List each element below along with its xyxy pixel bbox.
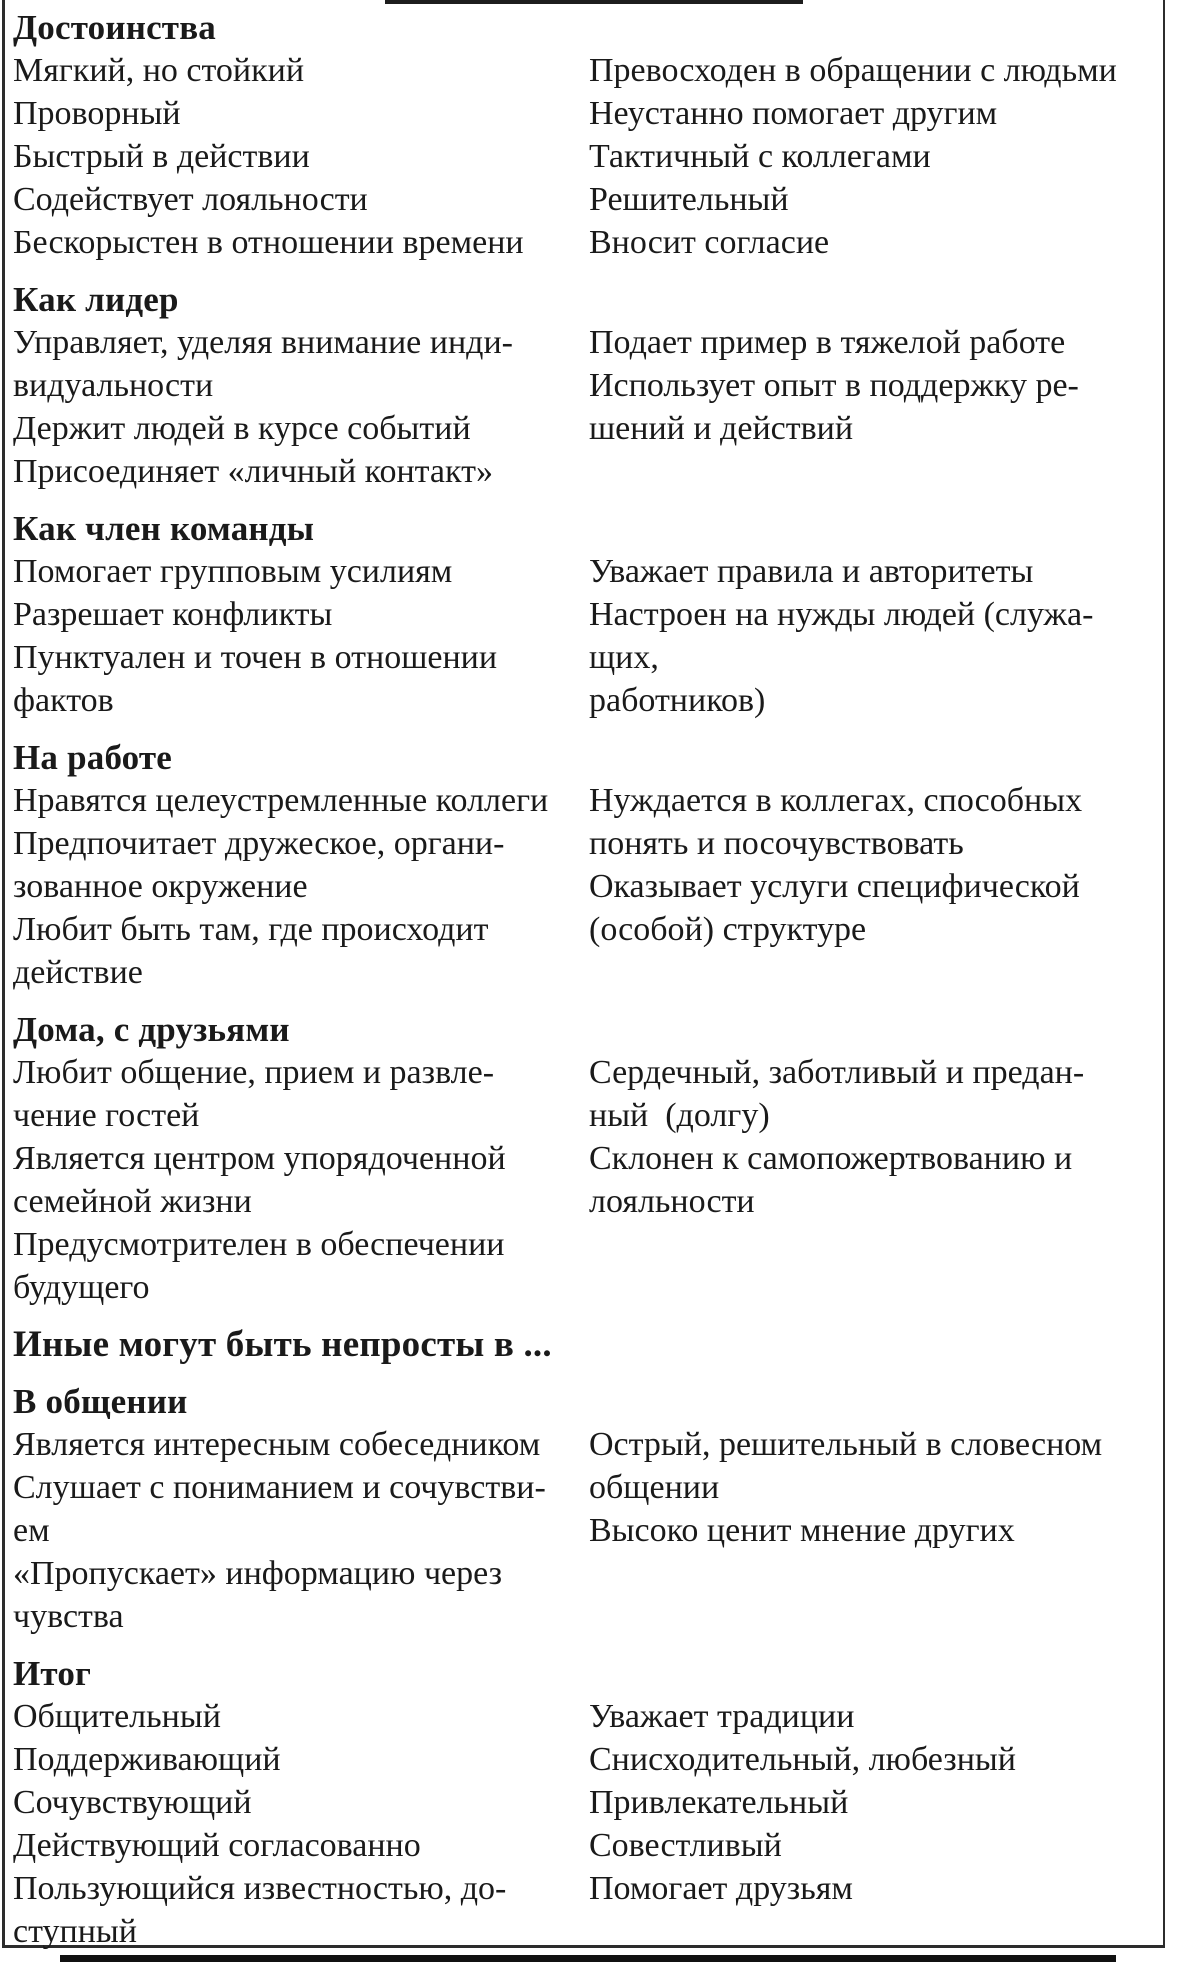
trait-line: Проворный — [13, 95, 181, 132]
bottom-partial-rule — [60, 1955, 1116, 1962]
section-right-column — [583, 278, 1163, 450]
trait-line: Склонен к самопожертвованию и — [589, 1140, 1073, 1177]
trait-line: Поддерживающий — [13, 1741, 281, 1778]
trait-line: Является интересным собеседником — [13, 1426, 541, 1463]
trait-section — [13, 736, 1163, 994]
trait-line: Вносит согласие — [589, 224, 830, 261]
trait-section — [13, 278, 1163, 493]
trait-line: Управляет, уделяя внимание инди- — [13, 324, 513, 361]
trait-line: Снисходительный, любезный — [589, 1741, 1016, 1778]
trait-line: чувства — [13, 1598, 124, 1635]
section-heading: В общении — [13, 1382, 188, 1421]
trait-line: Помогает групповым усилиям — [13, 553, 453, 590]
trait-line: Сочувствующий — [13, 1784, 252, 1821]
section-left-column — [13, 1380, 583, 1638]
trait-line: ступный — [13, 1913, 137, 1950]
trait-line: понять и посочувствовать — [589, 825, 964, 862]
section-right-column — [583, 1008, 1163, 1223]
trait-line: Общительный — [13, 1698, 221, 1735]
section-left-column — [13, 6, 583, 264]
section-right-column — [583, 1380, 1163, 1552]
trait-section — [13, 1380, 1163, 1638]
trait-section — [13, 1008, 1163, 1309]
trait-line: Присоединяет «личный контакт» — [13, 453, 493, 490]
section-heading: Как член команды — [13, 509, 315, 548]
section-left-column — [13, 278, 583, 493]
trait-line: действие — [13, 954, 143, 991]
trait-line: Содействует лояльности — [13, 181, 368, 218]
trait-line: Сердечный, заботливый и предан- — [589, 1054, 1085, 1091]
trait-line: Пользующийся известностью, до- — [13, 1870, 507, 1907]
trait-line: Тактичный с коллегами — [589, 138, 931, 175]
section-left-column — [13, 1652, 583, 1953]
section-heading: Как лидер — [13, 280, 179, 319]
trait-line: Любит общение, прием и развле- — [13, 1054, 495, 1091]
trait-line: Уважает правила и авторитеты — [589, 553, 1034, 590]
trait-line: Бескорыстен в отношении времени — [13, 224, 524, 261]
section-heading: Иные могут быть непросты в ... — [13, 1324, 552, 1365]
trait-line: работников) — [589, 682, 766, 719]
section-right-column — [583, 1652, 1163, 1910]
trait-line: ем — [13, 1512, 50, 1549]
trait-line: Острый, решительный в словесном — [589, 1426, 1103, 1463]
section-heading: На работе — [13, 738, 173, 777]
trait-line: лояльности — [589, 1183, 755, 1220]
section-left-column — [13, 507, 583, 722]
trait-line: Быстрый в действии — [13, 138, 310, 175]
trait-line: Оказывает услуги специфической — [589, 868, 1080, 905]
trait-line: Действующий согласованно — [13, 1827, 421, 1864]
trait-line: Превосходен в обращении с людьми — [589, 52, 1117, 89]
section-right-column — [583, 507, 1163, 722]
trait-line: «Пропускает» информацию через — [13, 1555, 503, 1592]
trait-line: общении — [589, 1469, 720, 1506]
trait-line: зованное окружение — [13, 868, 308, 905]
trait-line: ный (долгу) — [589, 1097, 770, 1134]
section-heading: Достоинства — [13, 8, 217, 47]
section-left-column — [13, 1008, 583, 1309]
trait-line: Помогает друзьям — [589, 1870, 853, 1907]
trait-line: Пунктуален и точен в отношении — [13, 639, 498, 676]
trait-line: Высоко ценит мнение других — [589, 1512, 1015, 1549]
traits-table — [2, 0, 1165, 1948]
trait-line: Является центром упорядоченной — [13, 1140, 506, 1177]
trait-line: Держит людей в курсе событий — [13, 410, 471, 447]
trait-section — [13, 6, 1163, 264]
section-right-column — [583, 6, 1163, 264]
trait-line: Подает пример в тяжелой работе — [589, 324, 1066, 361]
trait-line: чение гостей — [13, 1097, 200, 1134]
trait-line: щих, — [589, 639, 659, 676]
trait-line: Решительный — [589, 181, 789, 218]
section-right-column — [583, 736, 1163, 951]
trait-line: Слушает с пониманием и сочувстви- — [13, 1469, 546, 1506]
trait-line: Разрешает конфликты — [13, 596, 333, 633]
trait-line: семейной жизни — [13, 1183, 252, 1220]
trait-line: Любит быть там, где происходит — [13, 911, 489, 948]
section-left-column — [13, 1323, 583, 1366]
trait-line: Привлекательный — [589, 1784, 849, 1821]
trait-line: шений и действий — [589, 410, 854, 447]
section-heading: Итог — [13, 1654, 92, 1693]
trait-line: (особой) структуре — [589, 911, 867, 948]
trait-line: Неустанно помогает другим — [589, 95, 998, 132]
trait-line: Настроен на нужды людей (служа- — [589, 596, 1094, 633]
section-heading: Дома, с друзьями — [13, 1010, 290, 1049]
trait-section — [13, 507, 1163, 722]
trait-line: Предусмотрителен в обеспечении — [13, 1226, 505, 1263]
trait-line: Использует опыт в поддержку ре- — [589, 367, 1079, 404]
trait-line: Предпочитает дружеское, органи- — [13, 825, 505, 862]
trait-line: фактов — [13, 682, 114, 719]
section-left-column — [13, 736, 583, 994]
trait-line: видуальности — [13, 367, 214, 404]
trait-line: Мягкий, но стойкий — [13, 52, 305, 89]
trait-line: Уважает традиции — [589, 1698, 855, 1735]
trait-line: будущего — [13, 1269, 150, 1306]
trait-section — [13, 1652, 1163, 1953]
trait-section — [13, 1323, 1163, 1366]
trait-line: Нравятся целеустремленные коллеги — [13, 782, 549, 819]
trait-line: Нуждается в коллегах, способных — [589, 782, 1083, 819]
trait-line: Совестливый — [589, 1827, 782, 1864]
